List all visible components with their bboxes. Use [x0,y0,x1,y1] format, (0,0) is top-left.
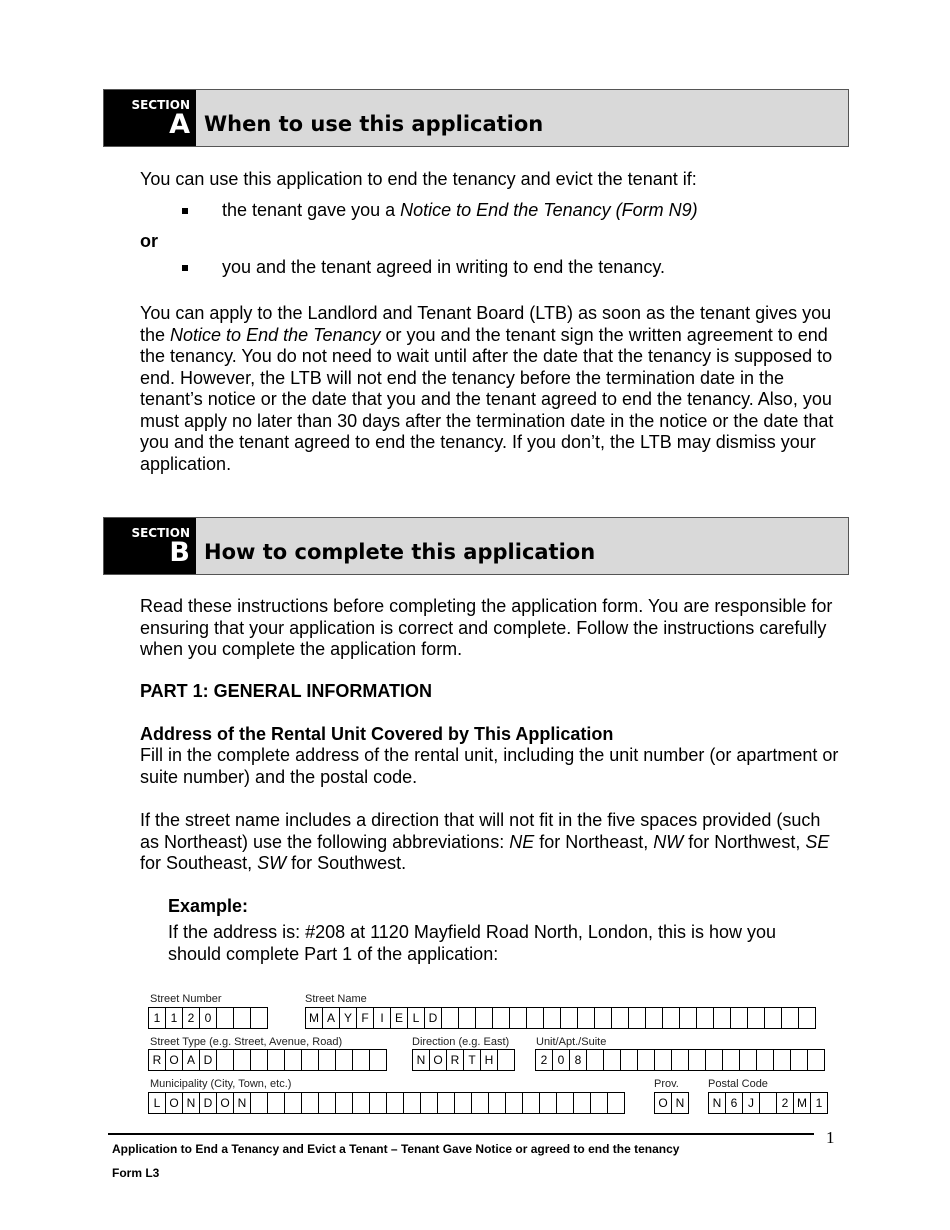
section-title: When to use this application [204,112,544,136]
bullet-item [182,257,665,278]
bullet-emphasis: Notice to End the Tenancy (Form N9) [400,200,698,220]
bullet-item [182,200,698,221]
char-box[interactable] [476,1008,493,1028]
char-box[interactable] [608,1093,624,1113]
char-box[interactable] [404,1093,421,1113]
footer-title: Application to End a Tenancy and Evict a Tenant – Tenant Gave Notice or agreed to end the tenancy [112,1142,680,1156]
char-box[interactable] [655,1050,672,1070]
char-box[interactable] [489,1093,506,1113]
street-type-boxes [148,1049,387,1071]
char-box[interactable] [336,1050,353,1070]
municipality-boxes [148,1092,625,1114]
char-box[interactable] [251,1008,267,1028]
char-box[interactable] [217,1050,234,1070]
abbr: NE [509,831,535,852]
char-box[interactable]: D [425,1008,442,1028]
char-box[interactable]: O [166,1050,183,1070]
bullet-text: the tenant gave you a [222,200,401,220]
char-box[interactable] [506,1093,523,1113]
char-box[interactable]: D [200,1093,217,1113]
char-box[interactable] [714,1008,731,1028]
char-box[interactable] [387,1093,404,1113]
char-box[interactable] [591,1093,608,1113]
char-box[interactable]: 0 [200,1008,217,1028]
char-box[interactable] [689,1050,706,1070]
char-box[interactable]: R [149,1050,166,1070]
char-box[interactable] [285,1093,302,1113]
emphasis: Notice to End the Tenancy [170,324,381,345]
char-box[interactable] [723,1050,740,1070]
bullet-text: you and the tenant agreed in writing to end the tenancy. [222,257,665,277]
char-box[interactable]: 2 [536,1050,553,1070]
section-letter: A [169,109,190,140]
char-box[interactable] [808,1050,824,1070]
char-box[interactable] [370,1093,387,1113]
char-box[interactable] [604,1050,621,1070]
text: If the street name includes a direction that will not fit in the five spaces provided (such as Northeast) use the following abbreviations: [140,810,821,852]
char-box[interactable]: N [675,1096,685,1110]
footer-form: Form L3 [112,1166,160,1180]
field-label: Municipality (City, Town, etc.) [150,1078,292,1090]
char-box[interactable]: J [743,1093,760,1113]
char-box[interactable] [557,1093,574,1113]
abbr: NW [653,831,684,852]
text: or you and the tenant sign the written agreement to end the tenancy. You do not need to wait until after the date that the tenancy is supposed to end. However, the LTB will not end the tenancy before the termination date in the tenant’s notice or the date that you and the tenant agreed to end the tenancy. Also, you must apply no later than 30 days after the termination date in the notice or the date that you and the tenant agreed to end the tenancy. If you don’t, the LTB may dismiss your application. [140,324,834,474]
text: for Southeast, [140,853,258,873]
char-box[interactable] [731,1008,748,1028]
char-box[interactable]: 2 [183,1008,200,1028]
char-box[interactable] [268,1050,285,1070]
char-box[interactable] [302,1050,319,1070]
intro-text: You can use this application to end the tenancy and evict the tenant if: [140,169,697,189]
text: for Southwest. [286,853,407,873]
paragraph: Read these instructions before completing the application form. You are responsible for ensuring that your application is correct and complete. Follow the instructions carefully when you complete the application form. [140,596,833,659]
char-box[interactable] [740,1050,757,1070]
char-box[interactable] [217,1008,234,1028]
section-label: SECTION [131,98,190,112]
char-box[interactable]: M [794,1093,811,1113]
char-box[interactable] [663,1008,680,1028]
field-label: Prov. [654,1078,679,1090]
text: You can apply to the Landlord and Tenant Board (LTB) as soon as the tenant gives you the [140,303,832,345]
char-box[interactable] [353,1050,370,1070]
char-box[interactable] [612,1008,629,1028]
char-box[interactable] [493,1008,510,1028]
char-box[interactable]: L [408,1008,425,1028]
province-boxes [654,1092,689,1114]
char-box[interactable] [782,1008,799,1028]
char-box[interactable]: E [391,1008,408,1028]
char-box[interactable] [442,1008,459,1028]
page-number: 1 [826,1128,835,1147]
paragraph: Fill in the complete address of the rental unit, including the unit number (or apartment or suite number) and the postal code. [140,745,839,787]
char-box[interactable] [234,1050,251,1070]
char-box[interactable] [574,1093,591,1113]
char-box[interactable] [370,1050,386,1070]
char-box[interactable]: I [374,1008,391,1028]
char-box[interactable] [638,1050,655,1070]
char-box[interactable]: 8 [570,1050,587,1070]
char-box[interactable] [438,1093,455,1113]
char-box[interactable]: 2 [777,1093,794,1113]
or-text: or [140,231,158,251]
char-box[interactable] [319,1093,336,1113]
char-box[interactable]: N [413,1050,430,1070]
char-box[interactable]: H [481,1050,498,1070]
field-label: Unit/Apt./Suite [536,1036,607,1048]
field-label: Street Number [150,993,222,1005]
char-box[interactable] [459,1008,476,1028]
abbr: SE [805,831,830,852]
char-box[interactable] [697,1008,714,1028]
char-box[interactable] [455,1093,472,1113]
char-box[interactable] [706,1050,723,1070]
char-box[interactable]: T [464,1050,481,1070]
char-box[interactable] [268,1093,285,1113]
char-box[interactable]: R [447,1050,464,1070]
footer-rule [108,1133,814,1135]
street-number-boxes [148,1007,268,1029]
section-label: SECTION [131,526,190,540]
char-box[interactable] [774,1050,791,1070]
char-box[interactable] [527,1008,544,1028]
char-box[interactable] [760,1093,777,1113]
direction-boxes [412,1049,515,1071]
char-box[interactable]: N [183,1093,200,1113]
char-box[interactable]: F [357,1008,374,1028]
char-box[interactable]: 1 [166,1008,183,1028]
char-box[interactable] [791,1050,808,1070]
abbr: SW [257,853,287,873]
char-box[interactable] [421,1093,438,1113]
char-box[interactable] [680,1008,697,1028]
char-box[interactable]: O [166,1093,183,1113]
char-box[interactable] [544,1008,561,1028]
char-box[interactable]: 0 [553,1050,570,1070]
char-box[interactable]: D [200,1050,217,1070]
char-box[interactable] [595,1008,612,1028]
char-box[interactable] [285,1050,302,1070]
char-box[interactable] [621,1050,638,1070]
paragraph [140,810,840,875]
part-heading: PART 1: GENERAL INFORMATION [140,681,432,701]
section-a-header [103,89,849,147]
section-letter: B [169,537,190,568]
char-box[interactable] [765,1008,782,1028]
char-box[interactable] [646,1008,663,1028]
char-box[interactable]: Y [340,1008,357,1028]
char-box[interactable] [336,1093,353,1113]
postal-code-boxes [708,1092,828,1114]
example-text: If the address is: #208 at 1120 Mayfield Road North, London, this is how you should complete Part 1 of the application: [168,922,777,964]
char-box[interactable]: A [323,1008,340,1028]
char-box[interactable] [234,1008,251,1028]
char-box[interactable] [302,1093,319,1113]
section-title: How to complete this application [204,540,596,564]
unit-boxes [535,1049,825,1071]
section-b-header [103,517,849,575]
char-box[interactable] [353,1093,370,1113]
char-box[interactable] [672,1050,689,1070]
char-box[interactable]: M [306,1008,323,1028]
char-box[interactable] [799,1008,815,1028]
field-label: Direction (e.g. East) [412,1036,510,1048]
char-box[interactable] [251,1093,268,1113]
char-box[interactable] [523,1093,540,1113]
char-box[interactable] [498,1050,514,1070]
char-box[interactable]: A [183,1050,200,1070]
char-box[interactable] [629,1008,646,1028]
example-heading: Example: [168,896,249,916]
char-box[interactable]: 1 [815,1096,823,1110]
char-box[interactable]: 6 [726,1093,743,1113]
char-box[interactable] [510,1008,527,1028]
paragraph [140,303,840,475]
char-box[interactable]: N [709,1093,726,1113]
field-label: Street Type (e.g. Street, Avenue, Road) [150,1036,343,1048]
subheading: Address of the Rental Unit Covered by This Application [140,724,614,744]
char-box[interactable] [561,1008,578,1028]
field-label: Postal Code [708,1078,768,1090]
text: for Northwest, [683,831,806,852]
char-box[interactable] [587,1050,604,1070]
char-box[interactable]: O [217,1093,234,1113]
char-box[interactable] [251,1050,268,1070]
char-box[interactable]: 1 [149,1008,166,1028]
char-box[interactable] [319,1050,336,1070]
char-box[interactable] [748,1008,765,1028]
char-box[interactable]: O [430,1050,447,1070]
field-label: Street Name [305,993,367,1005]
char-box[interactable]: N [234,1093,251,1113]
text: for Northeast, [534,831,654,852]
char-box[interactable]: O [655,1093,672,1113]
char-box[interactable] [540,1093,557,1113]
char-box[interactable]: L [149,1093,166,1113]
char-box[interactable] [757,1050,774,1070]
char-box[interactable] [472,1093,489,1113]
street-name-boxes [305,1007,816,1029]
char-box[interactable] [578,1008,595,1028]
